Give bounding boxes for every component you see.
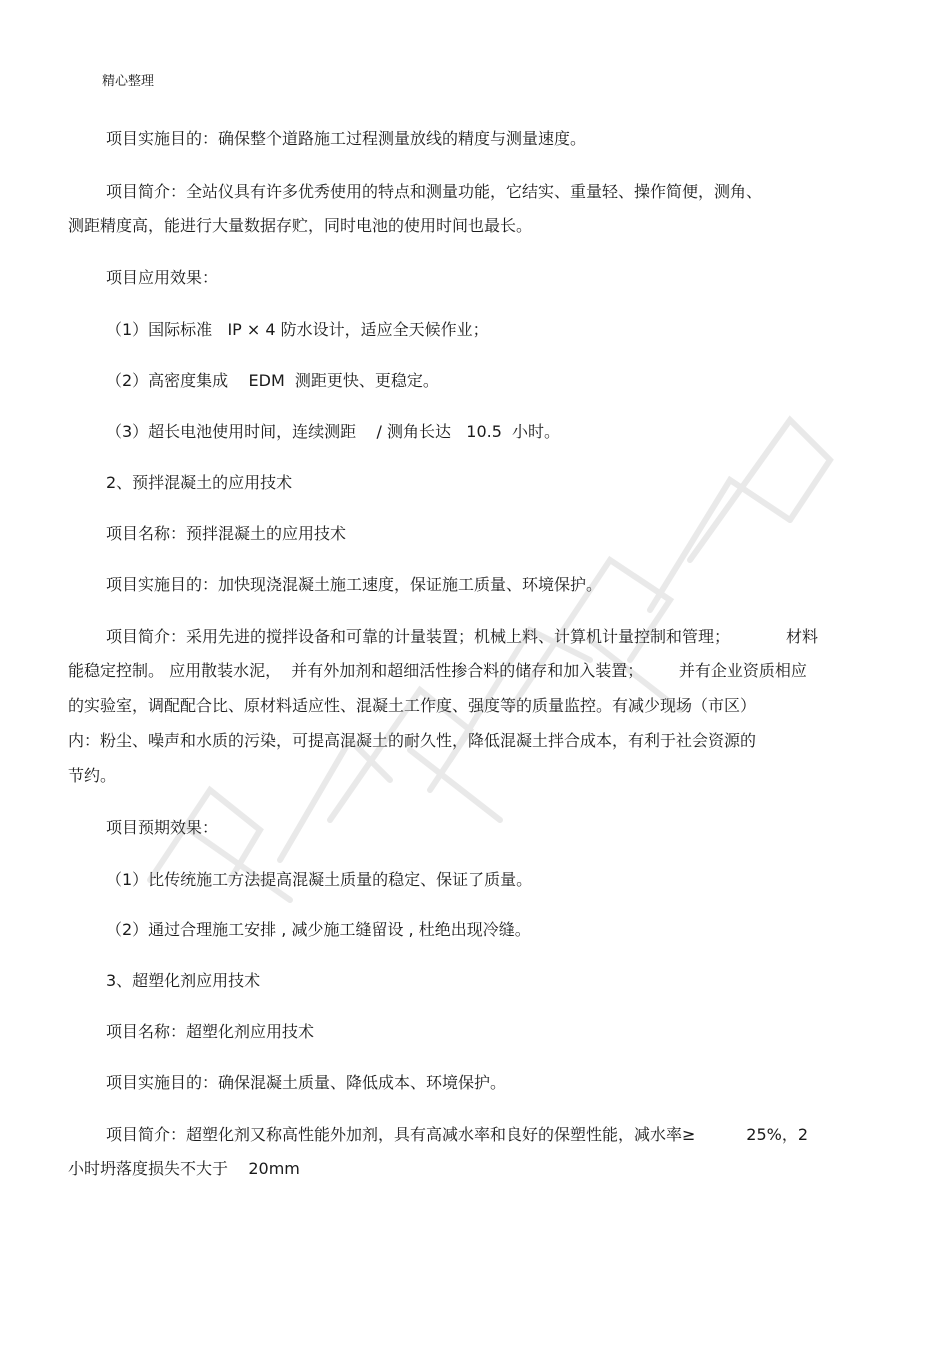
text-line: 项目实施目的：加快现浇混凝土施工速度，保证施工质量、环境保护。 — [106, 575, 603, 594]
text-line: 项目名称：预拌混凝土的应用技术 — [106, 524, 347, 543]
text-line: 内：粉尘、噪声和水质的污染，可提高混凝土的耐久性，降低混凝土拌合成本，有利于社会资源的 — [68, 731, 757, 750]
text-line: 测距精度高，能进行大量数据存贮，同时电池的使用时间也最长。 — [68, 216, 533, 235]
list-item: （3）超长电池使用时间，连续测距 / 测角长达 10.5 小时。 — [106, 422, 561, 441]
text-line: 项目简介：全站仪具有许多优秀使用的特点和测量功能，它结实、重量轻、操作简便，测角、 — [106, 182, 763, 201]
text-line: 的实验室，调配配合比、原材料适应性、混凝土工作度、强度等的质量监控。有减少现场（市区） — [68, 696, 757, 715]
text-line: 小时坍落度损失不大于 20mm — [68, 1159, 300, 1178]
text-line: 项目实施目的：确保混凝土质量、降低成本、环境保护。 — [106, 1073, 507, 1092]
section-heading: 3、超塑化剂应用技术 — [106, 971, 261, 990]
section-heading: 2、预拌混凝土的应用技术 — [106, 473, 293, 492]
text-line: 项目简介：采用先进的搅拌设备和可靠的计量装置；机械上料、计算机计量控制和管理； 材料 — [106, 627, 818, 646]
text-line: 节约。 — [68, 766, 117, 785]
text-line: 项目简介：超塑化剂又称高性能外加剂，具有高减水率和良好的保塑性能，减水率≥ 25%，2 — [106, 1125, 809, 1144]
text-line: 项目预期效果： — [106, 818, 219, 837]
list-item: （1）国际标准 IP × 4 防水设计，适应全天候作业； — [106, 320, 489, 339]
list-item: （2）高密度集成 EDM 测距更快、更稳定。 — [106, 371, 439, 390]
list-item: （2）通过合理施工安排 , 减少施工缝留设 , 杜绝出现冷缝。 — [106, 920, 531, 939]
list-item: （1）比传统施工方法提高混凝土质量的稳定、保证了质量。 — [106, 870, 533, 889]
text-line: 项目应用效果： — [106, 268, 219, 287]
page-header: 精心整理 — [102, 74, 155, 89]
text-line: 能稳定控制。 应用散装水泥， 并有外加剂和超细活性掺合料的储存和加入装置； 并有企业资质相应 — [68, 661, 807, 680]
text-line: 项目名称：超塑化剂应用技术 — [106, 1022, 315, 1041]
text-line: 项目实施目的：确保整个道路施工过程测量放线的精度与测量速度。 — [106, 129, 587, 148]
